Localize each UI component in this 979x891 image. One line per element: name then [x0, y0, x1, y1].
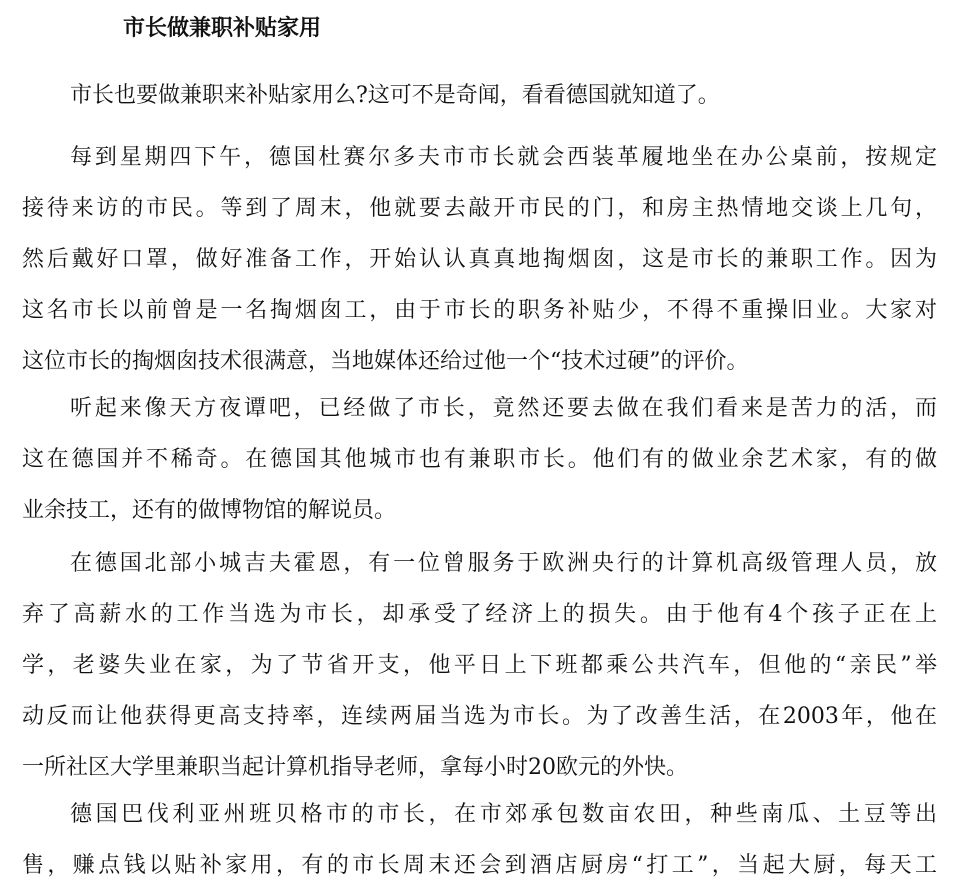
text-line: 这位市长的掏烟囱技术很满意，当地媒体还给过他一个“技术过硬”的评价。	[22, 349, 749, 374]
text-line: 弃了高薪水的工作当选为市长，却承受了经济上的损失。由于他有4个孩子正在上	[22, 602, 937, 627]
paragraph-1	[22, 70, 937, 121]
text-line: 听起来像天方夜谭吧，已经做了市长，竟然还要去做在我们看来是苦力的活，而	[70, 396, 937, 421]
paragraph-3	[22, 383, 937, 536]
text-line: 然后戴好口罩，做好准备工作，开始认认真真地掏烟囱，这是市长的兼职工作。因为	[22, 247, 937, 272]
text-line: 在德国北部小城吉夫霍恩，有一位曾服务于欧洲央行的计算机高级管理人员，放	[70, 551, 937, 576]
text-line: 售，赚点钱以贴补家用，有的市长周末还会到酒店厨房“打工”，当起大厨，每天工	[22, 853, 937, 878]
article-title: 市长做兼职补贴家用	[123, 15, 322, 41]
text-line: 市长也要做兼职来补贴家用么?这可不是奇闻，看看德国就知道了。	[70, 83, 720, 108]
text-line: 动反而让他获得更高支持率，连续两届当选为市长。为了改善生活，在2003年，他在	[22, 704, 937, 729]
text-line: 一所社区大学里兼职当起计算机指导老师，拿每小时20欧元的外快。	[22, 755, 688, 780]
text-line: 接待来访的市民。等到了周末，他就要去敲开市民的门，和房主热情地交谈上几句，	[22, 196, 937, 221]
paragraph-4	[22, 538, 937, 793]
paragraph-5	[22, 789, 937, 891]
text-line: 德国巴伐利亚州班贝格市的市长，在市郊承包数亩农田，种些南瓜、土豆等出	[70, 802, 937, 827]
text-line: 这名市长以前曾是一名掏烟囱工，由于市长的职务补贴少，不得不重操旧业。大家对	[22, 298, 937, 323]
paragraph-2	[22, 132, 937, 387]
text-line: 每到星期四下午，德国杜赛尔多夫市市长就会西装革履地坐在办公桌前，按规定	[70, 145, 937, 170]
text-line: 学，老婆失业在家，为了节省开支，他平日上下班都乘公共汽车，但他的“亲民”举	[22, 653, 937, 678]
text-line: 业余技工，还有的做博物馆的解说员。	[22, 498, 397, 523]
text-line: 这在德国并不稀奇。在德国其他城市也有兼职市长。他们有的做业余艺术家，有的做	[22, 447, 937, 472]
